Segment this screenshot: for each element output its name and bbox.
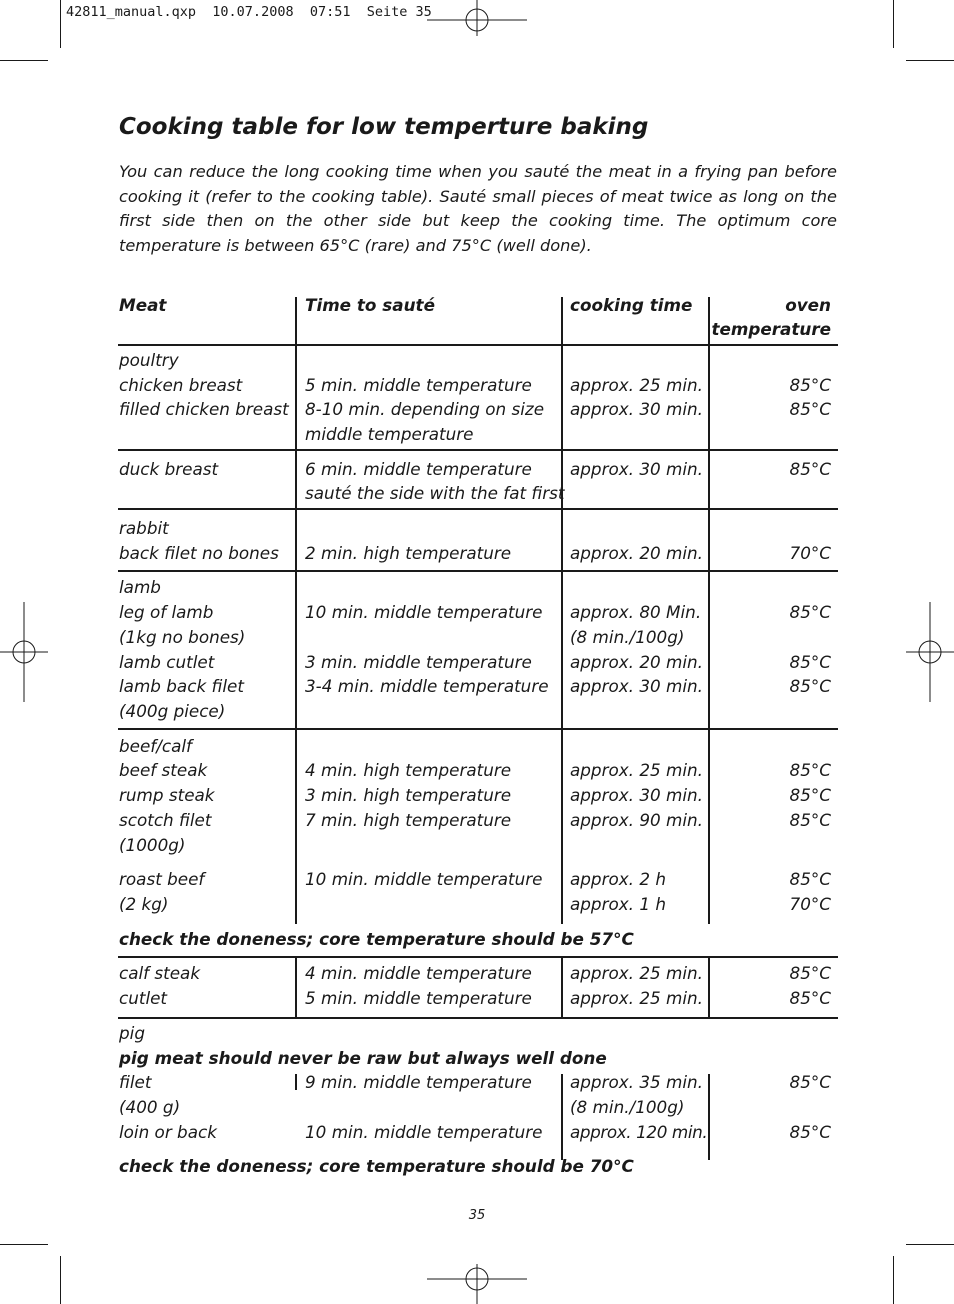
cooking-time-cell: approx. 2 h	[570, 869, 667, 889]
column-divider	[295, 297, 297, 924]
oven-temp-cell: 85°C	[789, 375, 831, 395]
meat-cell: chicken breast	[119, 375, 243, 395]
oven-temp-cell: 85°C	[789, 1122, 831, 1142]
category-label: pig	[119, 1023, 145, 1043]
column-divider	[708, 1074, 710, 1160]
saute-cell: 3 min. high temperature	[305, 785, 512, 805]
meat-cell: filled chicken breast	[119, 399, 289, 419]
cooking-time-cell: (8 min./100g)	[570, 1097, 685, 1117]
saute-cell: 10 min. middle temperature	[305, 1122, 543, 1142]
column-header-saute: Time to sauté	[305, 295, 435, 315]
meat-cell: beef steak	[119, 760, 208, 780]
saute-cell: 2 min. high temperature	[305, 543, 512, 563]
column-divider	[708, 297, 710, 924]
oven-temp-cell: 85°C	[789, 1072, 831, 1092]
meat-cell: leg of lamb	[119, 602, 214, 622]
meat-cell: calf steak	[119, 963, 201, 983]
saute-cell: 6 min. middle temperature	[305, 459, 532, 479]
saute-cell: 3-4 min. middle temperature	[305, 676, 549, 696]
saute-cell: 8-10 min. depending on size	[305, 399, 545, 419]
crop-mark	[893, 1256, 894, 1304]
meat-cell: (2 kg)	[119, 894, 169, 914]
cooking-time-cell: approx. 1 h	[570, 894, 667, 914]
saute-cell: 4 min. high temperature	[305, 760, 512, 780]
oven-temp-cell: 85°C	[789, 676, 831, 696]
column-divider	[708, 958, 710, 1017]
table-rule	[118, 728, 838, 730]
oven-temp-cell: 85°C	[789, 459, 831, 479]
oven-temp-cell: 70°C	[789, 894, 831, 914]
cooking-time-cell: approx. 20 min.	[570, 543, 704, 563]
meat-cell: cutlet	[119, 988, 168, 1008]
column-header-oven: temperature	[711, 319, 831, 339]
doneness-note: check the doneness; core temperature should be 57°C	[119, 929, 634, 949]
column-divider	[561, 297, 563, 924]
cooking-time-cell: approx. 20 min.	[570, 652, 704, 672]
meat-cell: (400g piece)	[119, 701, 226, 721]
saute-cell: 10 min. middle temperature	[305, 602, 543, 622]
crop-mark	[60, 0, 61, 48]
saute-cell: 10 min. middle temperature	[305, 869, 543, 889]
saute-cell: sauté the side with the fat first	[305, 483, 565, 503]
registration-mark-icon	[427, 1264, 527, 1304]
crop-mark	[906, 1244, 954, 1245]
crop-mark	[60, 1256, 61, 1304]
saute-cell: 5 min. middle temperature	[305, 375, 532, 395]
meat-cell: duck breast	[119, 459, 219, 479]
table-rule	[118, 570, 838, 572]
meat-cell: loin or back	[119, 1122, 217, 1142]
cooking-time-cell: approx. 80 Min.	[570, 602, 702, 622]
meat-cell: roast beef	[119, 869, 205, 889]
page-number: 35	[468, 1208, 486, 1223]
category-label: poultry	[119, 350, 179, 370]
oven-temp-cell: 85°C	[789, 602, 831, 622]
saute-cell: 3 min. middle temperature	[305, 652, 532, 672]
meat-cell: (400 g)	[119, 1097, 181, 1117]
table-rule	[118, 508, 838, 510]
column-header-oven: oven	[785, 295, 831, 315]
cooking-time-cell: approx. 25 min.	[570, 988, 704, 1008]
pig-warning-note: pig meat should never be raw but always well done	[119, 1048, 607, 1068]
intro-paragraph: You can reduce the long cooking time when you sauté the meat in a frying pan before cooking it (refer to the cooking table). Sauté small pieces of meat twice as long on the first side then on the other side but keep the cooking time. The optimum core temperature is between 65°C (rare) and 75°C (well done).	[119, 162, 837, 255]
cooking-time-cell: approx. 25 min.	[570, 963, 704, 983]
category-label: lamb	[119, 577, 161, 597]
oven-temp-cell: 85°C	[789, 652, 831, 672]
category-label: rabbit	[119, 518, 169, 538]
saute-cell: 4 min. middle temperature	[305, 963, 532, 983]
cooking-time-cell: approx. 25 min.	[570, 760, 704, 780]
table-rule	[118, 344, 838, 346]
meat-cell: (1kg no bones)	[119, 627, 246, 647]
saute-cell: 5 min. middle temperature	[305, 988, 532, 1008]
cooking-time-cell: approx. 30 min.	[570, 785, 704, 805]
oven-temp-cell: 85°C	[789, 785, 831, 805]
cooking-time-cell: approx. 30 min.	[570, 399, 704, 419]
page-title: Cooking table for low temperture baking	[119, 114, 649, 140]
registration-mark-icon	[906, 602, 954, 702]
oven-temp-cell: 85°C	[789, 988, 831, 1008]
column-header-cooking-time: cooking time	[570, 295, 693, 315]
table-rule	[118, 1017, 838, 1019]
crop-mark	[0, 60, 48, 61]
meat-cell: back filet no bones	[119, 543, 279, 563]
table-rule	[118, 449, 838, 451]
doneness-note: check the doneness; core temperature should be 70°C	[119, 1156, 634, 1176]
oven-temp-cell: 85°C	[789, 399, 831, 419]
crop-mark	[906, 60, 954, 61]
meat-cell: lamb back filet	[119, 676, 244, 696]
column-divider	[295, 958, 297, 1017]
print-slug: 42811_manual.qxp 10.07.2008 07:51 Seite 35	[66, 4, 432, 20]
oven-temp-cell: 85°C	[789, 760, 831, 780]
cooking-time-cell: approx. 25 min.	[570, 375, 704, 395]
meat-cell: lamb cutlet	[119, 652, 215, 672]
saute-cell: middle temperature	[305, 424, 474, 444]
meat-cell: (1000g)	[119, 835, 186, 855]
registration-mark-icon	[0, 602, 48, 702]
meat-cell: scotch filet	[119, 810, 212, 830]
column-divider	[561, 1074, 563, 1160]
cooking-time-cell: approx. 90 min.	[570, 810, 704, 830]
meat-cell: rump steak	[119, 785, 215, 805]
cooking-time-cell: approx. 35 min.	[570, 1072, 704, 1092]
crop-mark	[893, 0, 894, 48]
cooking-time-cell: (8 min./100g)	[570, 627, 685, 647]
meat-cell: filet	[119, 1072, 152, 1092]
oven-temp-cell: 85°C	[789, 810, 831, 830]
cooking-time-cell: approx. 30 min.	[570, 676, 704, 696]
saute-cell: 7 min. high temperature	[305, 810, 512, 830]
table-rule	[118, 956, 838, 958]
registration-mark-icon	[427, 0, 527, 36]
oven-temp-cell: 85°C	[789, 869, 831, 889]
category-label: beef/calf	[119, 736, 192, 756]
column-divider	[295, 1074, 297, 1090]
cooking-time-cell: approx. 30 min.	[570, 459, 704, 479]
column-divider	[561, 958, 563, 1017]
saute-cell: 9 min. middle temperature	[305, 1072, 532, 1092]
cooking-time-cell: approx. 120 min.	[570, 1122, 708, 1142]
oven-temp-cell: 85°C	[789, 963, 831, 983]
oven-temp-cell: 70°C	[789, 543, 831, 563]
column-header-meat: Meat	[119, 295, 167, 315]
crop-mark	[0, 1244, 48, 1245]
